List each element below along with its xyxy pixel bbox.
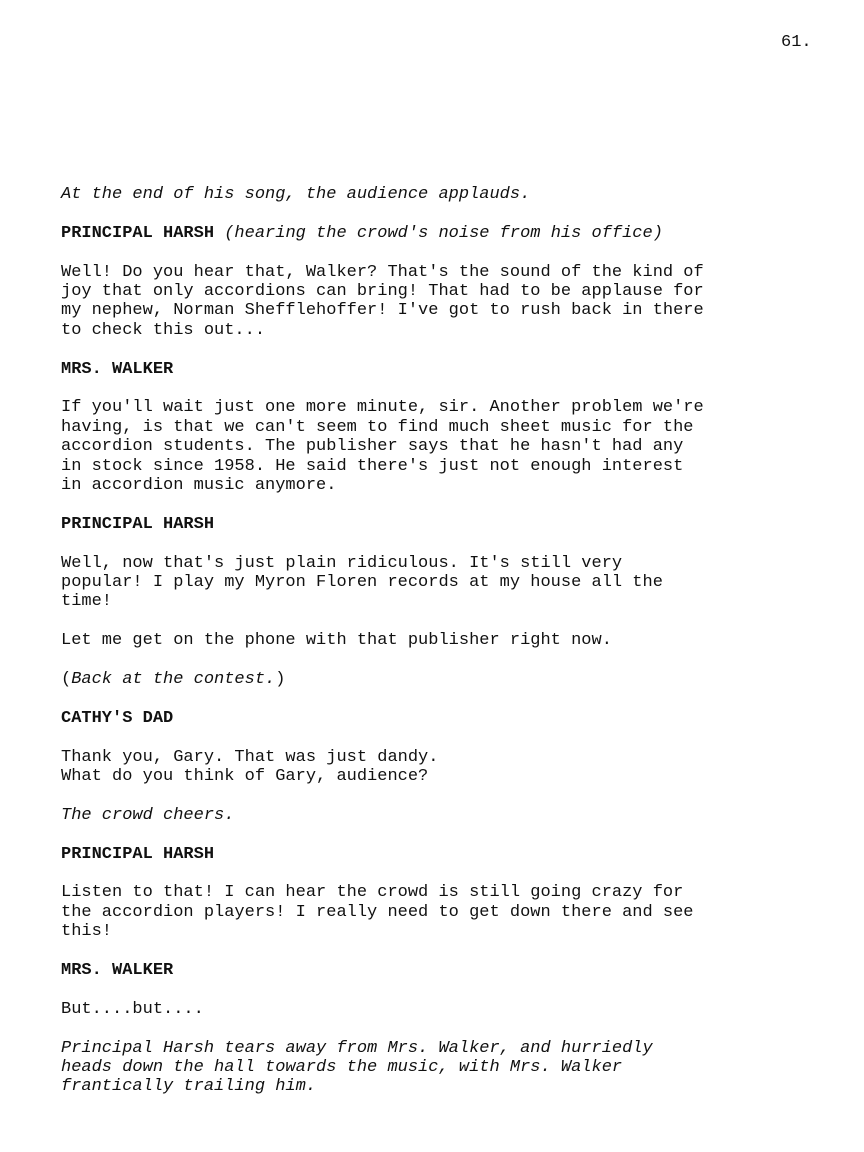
- character-name: PRINCIPAL HARSH: [61, 844, 215, 864]
- page-number: 61.: [781, 33, 812, 52]
- scene-transition: [61, 670, 841, 689]
- character-name: MRS. WALKER: [61, 359, 174, 379]
- dialogue: If you'll wait just one more minute, sir. Another problem we're having, is that we can't seem to find much sheet music for the accordion students. The publisher says that he hasn't had any in stock since 1958. He said there's just not enough interest in accordion music anymore.: [61, 398, 704, 496]
- dialogue: Thank you, Gary. That was just dandy. What do you think of Gary, audience?: [61, 747, 439, 787]
- parenthetical: (hearing the crowd's noise from his office): [224, 223, 663, 243]
- character-cue-with-parenthetical: [61, 224, 841, 243]
- script-body: [61, 185, 841, 1116]
- action-line: Principal Harsh tears away from Mrs. Walker, and hurriedly heads down the hall towards the music, with Mrs. Walker frantically trailing him.: [61, 1038, 653, 1097]
- dialogue: Listen to that! I can hear the crowd is still going crazy for the accordion players! I really need to get down there and see this!: [61, 883, 694, 942]
- character-name: MRS. WALKER: [61, 961, 174, 981]
- dialogue: But....but....: [61, 999, 204, 1019]
- action-line: The crowd cheers.: [61, 805, 235, 825]
- paren-open: (: [61, 670, 72, 690]
- transition-text: Back at the contest.: [71, 670, 276, 690]
- character-name: PRINCIPAL HARSH: [61, 223, 215, 243]
- paren-close: ): [275, 670, 286, 690]
- character-name: PRINCIPAL HARSH: [61, 514, 215, 534]
- dialogue: Well! Do you hear that, Walker? That's the sound of the kind of joy that only accordions can bring! That had to be applause for my nephew, Norman Shefflehoffer! I've got to rush back in there to check this out...: [61, 262, 704, 340]
- dialogue: Let me get on the phone with that publisher right now.: [61, 631, 612, 651]
- action-line: At the end of his song, the audience applauds.: [61, 185, 531, 204]
- character-name: CATHY'S DAD: [61, 708, 174, 728]
- dialogue: Well, now that's just plain ridiculous. It's still very popular! I play my Myron Floren records at my house all the time!: [61, 553, 663, 612]
